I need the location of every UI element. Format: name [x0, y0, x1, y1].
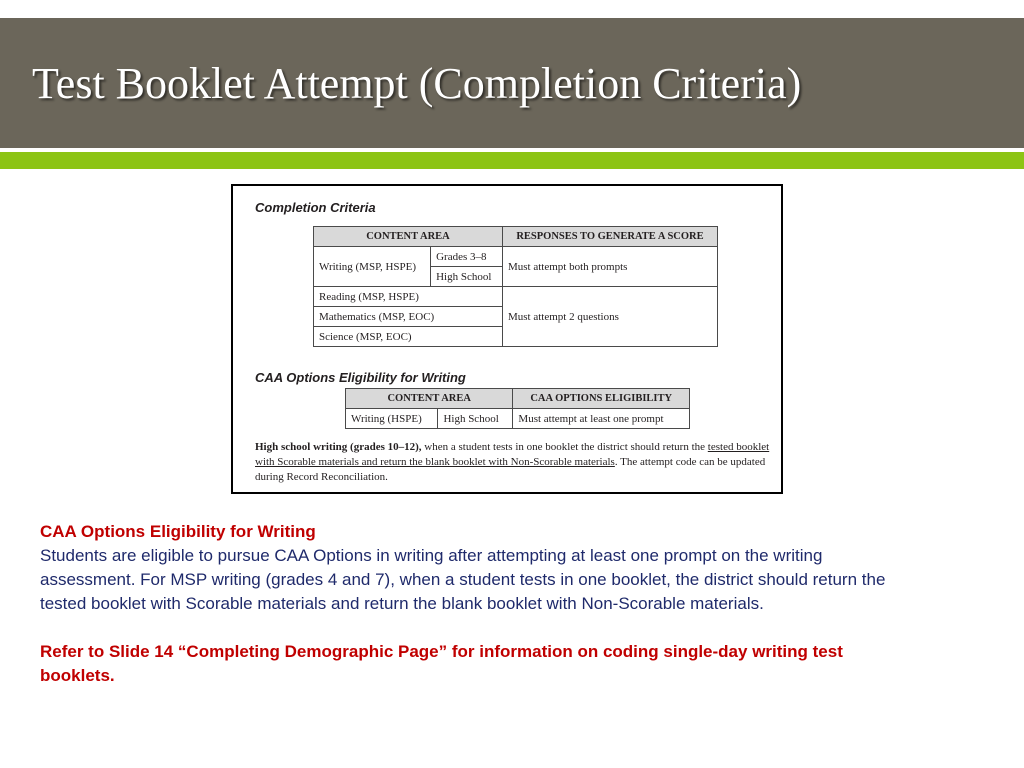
- note-underlined: tested booklet with Scorable materials and return the blank booklet with Non-Scorable materials: [255, 441, 770, 468]
- cell-science: Science (MSP, EOC): [314, 327, 503, 347]
- note-text-1: when a student tests in one booklet the district should return the: [421, 441, 708, 453]
- title-bar: [0, 18, 1024, 148]
- accent-line: [0, 152, 1024, 169]
- cell-grades-3-8: Grades 3–8: [431, 247, 503, 267]
- note-bold-lead: High school writing (grades 10–12),: [255, 441, 422, 453]
- table-header-row: [314, 227, 718, 247]
- table-row: [314, 247, 718, 267]
- refer-slide-note: Refer to Slide 14 “Completing Demographic Page” for information on coding single-day writing test booklets.: [40, 642, 843, 685]
- cell-high-school: High School: [431, 267, 503, 287]
- header-caa-eligibility: CAA OPTIONS ELIGIBILITY: [513, 389, 690, 409]
- high-school-writing-note: [255, 440, 775, 485]
- cell-writing-response: Must attempt both prompts: [502, 247, 717, 287]
- header-responses: RESPONSES TO GENERATE A SCORE: [502, 227, 717, 247]
- cell-writing: Writing (MSP, HSPE): [314, 247, 431, 287]
- cell-mathematics: Mathematics (MSP, EOC): [314, 307, 503, 327]
- cell-writing-hspe: Writing (HSPE): [346, 409, 438, 429]
- caa-options-heading: CAA Options Eligibility for Writing: [40, 522, 316, 541]
- body-text: [40, 520, 920, 688]
- completion-criteria-heading: Completion Criteria: [255, 200, 376, 215]
- header-content-area: CONTENT AREA: [346, 389, 513, 409]
- header-content-area: CONTENT AREA: [314, 227, 503, 247]
- caa-options-text: Students are eligible to pursue CAA Options in writing after attempting at least one prompt on the writing assessment. For MSP writing (grades 4 and 7), when a student tests in one booklet, the district should return the tested booklet with Scorable materials and return the blank booklet with Non-Scorable materials.: [40, 546, 886, 613]
- table-header-row: [346, 389, 690, 409]
- cell-other-response: Must attempt 2 questions: [502, 287, 717, 347]
- caa-eligibility-table: [345, 388, 690, 429]
- table-row: [314, 287, 718, 307]
- cell-high-school: High School: [438, 409, 513, 429]
- cell-reading: Reading (MSP, HSPE): [314, 287, 503, 307]
- slide-title: Test Booklet Attempt (Completion Criteria): [32, 59, 802, 108]
- document-excerpt: [231, 184, 783, 494]
- note-text-2: . The attempt code can be updated during Record Reconciliation.: [255, 456, 766, 483]
- caa-eligibility-heading: CAA Options Eligibility for Writing: [255, 370, 466, 385]
- cell-eligibility: Must attempt at least one prompt: [513, 409, 690, 429]
- completion-criteria-table: [313, 226, 718, 347]
- table-row: [346, 409, 690, 429]
